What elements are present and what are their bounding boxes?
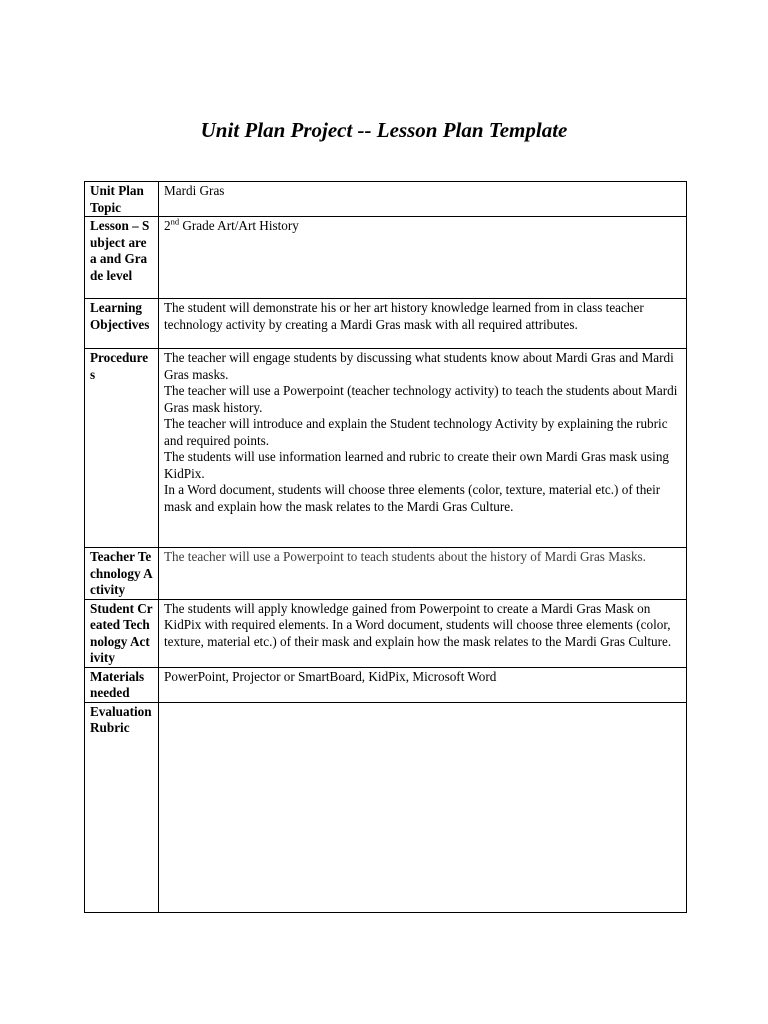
row-value-objectives: The student will demonstrate his or her art history knowledge learned from in class teacher technology activity by creating a Mardi Gras mask with all required attributes. — [159, 299, 687, 349]
table-row-student-technology — [85, 599, 687, 667]
table-row-objectives — [85, 299, 687, 349]
grade-number: 2 — [164, 218, 171, 233]
row-value-lesson — [159, 217, 687, 299]
row-value-topic: Mardi Gras — [159, 182, 687, 217]
row-label-student-technology: Student Created Technology Activity — [85, 599, 159, 667]
row-value-procedures — [159, 349, 687, 548]
procedure-step: The teacher will engage students by discussing what students know about Mardi Gras and Mardi Gras masks. — [164, 350, 674, 382]
row-label-lesson: Lesson – Subject area and Grade level — [85, 217, 159, 299]
row-label-materials: Materials needed — [85, 667, 159, 702]
row-label-objectives: Learning Objectives — [85, 299, 159, 349]
grade-ordinal-suffix: nd — [170, 216, 180, 227]
row-value-teacher-technology: The teacher will use a Powerpoint to teach students about the history of Mardi Gras Masks. — [159, 548, 687, 600]
page-title: Unit Plan Project -- Lesson Plan Template — [200, 118, 568, 142]
row-value-student-technology: The students will apply knowledge gained from Powerpoint to create a Mardi Gras Mask on KidPix with required elements. In a Word document, students will choose three elements (color, texture, material etc.) of their mask and explain how the mask relates to the Mardi Gras Culture. — [159, 599, 687, 667]
row-label-topic: Unit Plan Topic — [85, 182, 159, 217]
row-label-teacher-technology: Teacher Technology Activity — [85, 548, 159, 600]
row-value-rubric — [159, 702, 687, 912]
table-row-rubric — [85, 702, 687, 912]
table-row-topic — [85, 182, 687, 217]
table-row-procedures — [85, 349, 687, 548]
table-row-lesson — [85, 217, 687, 299]
procedure-step: The teacher will use a Powerpoint (teacher technology activity) to teach the students about Mardi Gras mask history. — [164, 383, 678, 415]
procedure-step: The students will use information learned and rubric to create their own Mardi Gras mask using KidPix. — [164, 449, 670, 481]
lesson-plan-table — [84, 181, 687, 913]
row-label-procedures: Procedures — [85, 349, 159, 548]
row-value-materials: PowerPoint, Projector or SmartBoard, KidPix, Microsoft Word — [159, 667, 687, 702]
procedure-step: The teacher will introduce and explain the Student technology Activity by explaining the rubric and required points. — [164, 416, 668, 448]
table-row-materials — [85, 667, 687, 702]
row-label-rubric: Evaluation Rubric — [85, 702, 159, 912]
table-row-teacher-technology — [85, 548, 687, 600]
procedure-step: In a Word document, students will choose three elements (color, texture, material etc.) of their mask and explain how the mask relates to the Mardi Gras Culture. — [164, 482, 661, 514]
grade-subject: Grade Art/Art History — [179, 218, 299, 233]
